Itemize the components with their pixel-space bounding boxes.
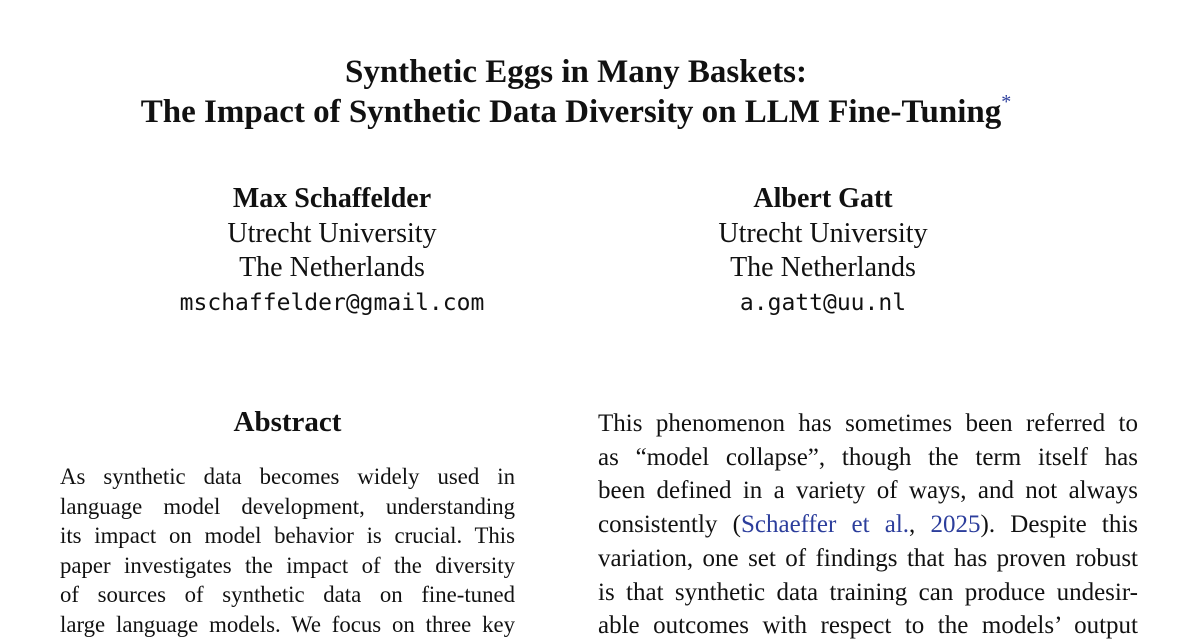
abstract-heading: Abstract: [233, 406, 342, 438]
author-country: The Netherlands: [239, 252, 425, 283]
body-text: ). Despite this: [980, 511, 1138, 539]
citation-separator: ,: [909, 511, 931, 539]
body-line: is that synthetic data training can produce undesir-: [598, 578, 1138, 606]
abstract-line: large language models. We focus on three key: [60, 611, 515, 637]
title-footnote-link[interactable]: *: [1001, 91, 1012, 113]
citation-year-link[interactable]: 2025: [930, 511, 981, 539]
author-block-2: [613, 182, 1033, 320]
title-line-1: Synthetic Eggs in Many Baskets:: [344, 54, 808, 90]
author-affiliation: Utrecht University: [718, 217, 928, 249]
body-line: variation, one set of findings that has proven robust: [598, 544, 1138, 572]
title-line-2-text: The Impact of Synthetic Data Diversity on LLM Fine-Tuning: [140, 94, 1002, 130]
abstract-line: of sources of synthetic data on fine-tuned: [60, 582, 515, 607]
body-text-column: [598, 407, 1138, 643]
author-affiliation: Utrecht University: [227, 217, 437, 249]
author-block-1: [122, 182, 542, 320]
body-line: able outcomes with respect to the models’ output: [598, 612, 1138, 640]
citation-author-link[interactable]: Schaeffer et al.: [740, 511, 910, 539]
author-name: Max Schaffelder: [232, 183, 432, 214]
author-email: mschaffelder@gmail.com: [179, 289, 485, 316]
author-name: Albert Gatt: [753, 183, 893, 214]
author-country: The Netherlands: [730, 252, 916, 283]
body-line: as “model collapse”, though the term itself has: [598, 443, 1138, 471]
body-text: consistently (: [598, 511, 741, 539]
body-line: This phenomenon has sometimes been referred to: [598, 410, 1138, 437]
author-email: a.gatt@uu.nl: [739, 289, 907, 316]
abstract-body: [60, 462, 515, 639]
title-line-2: [0, 92, 1152, 132]
body-line: been defined in a variety of ways, and not always: [598, 477, 1138, 505]
abstract-line: paper investigates the impact of the diversity: [60, 552, 515, 578]
abstract-line: As synthetic data becomes widely used in: [60, 464, 515, 489]
abstract-line: its impact on model behavior is crucial. This: [60, 523, 515, 548]
body-line-with-citation: [598, 508, 1138, 542]
paper-title: [0, 52, 1152, 132]
abstract-line: language model development, understanding: [60, 493, 515, 519]
